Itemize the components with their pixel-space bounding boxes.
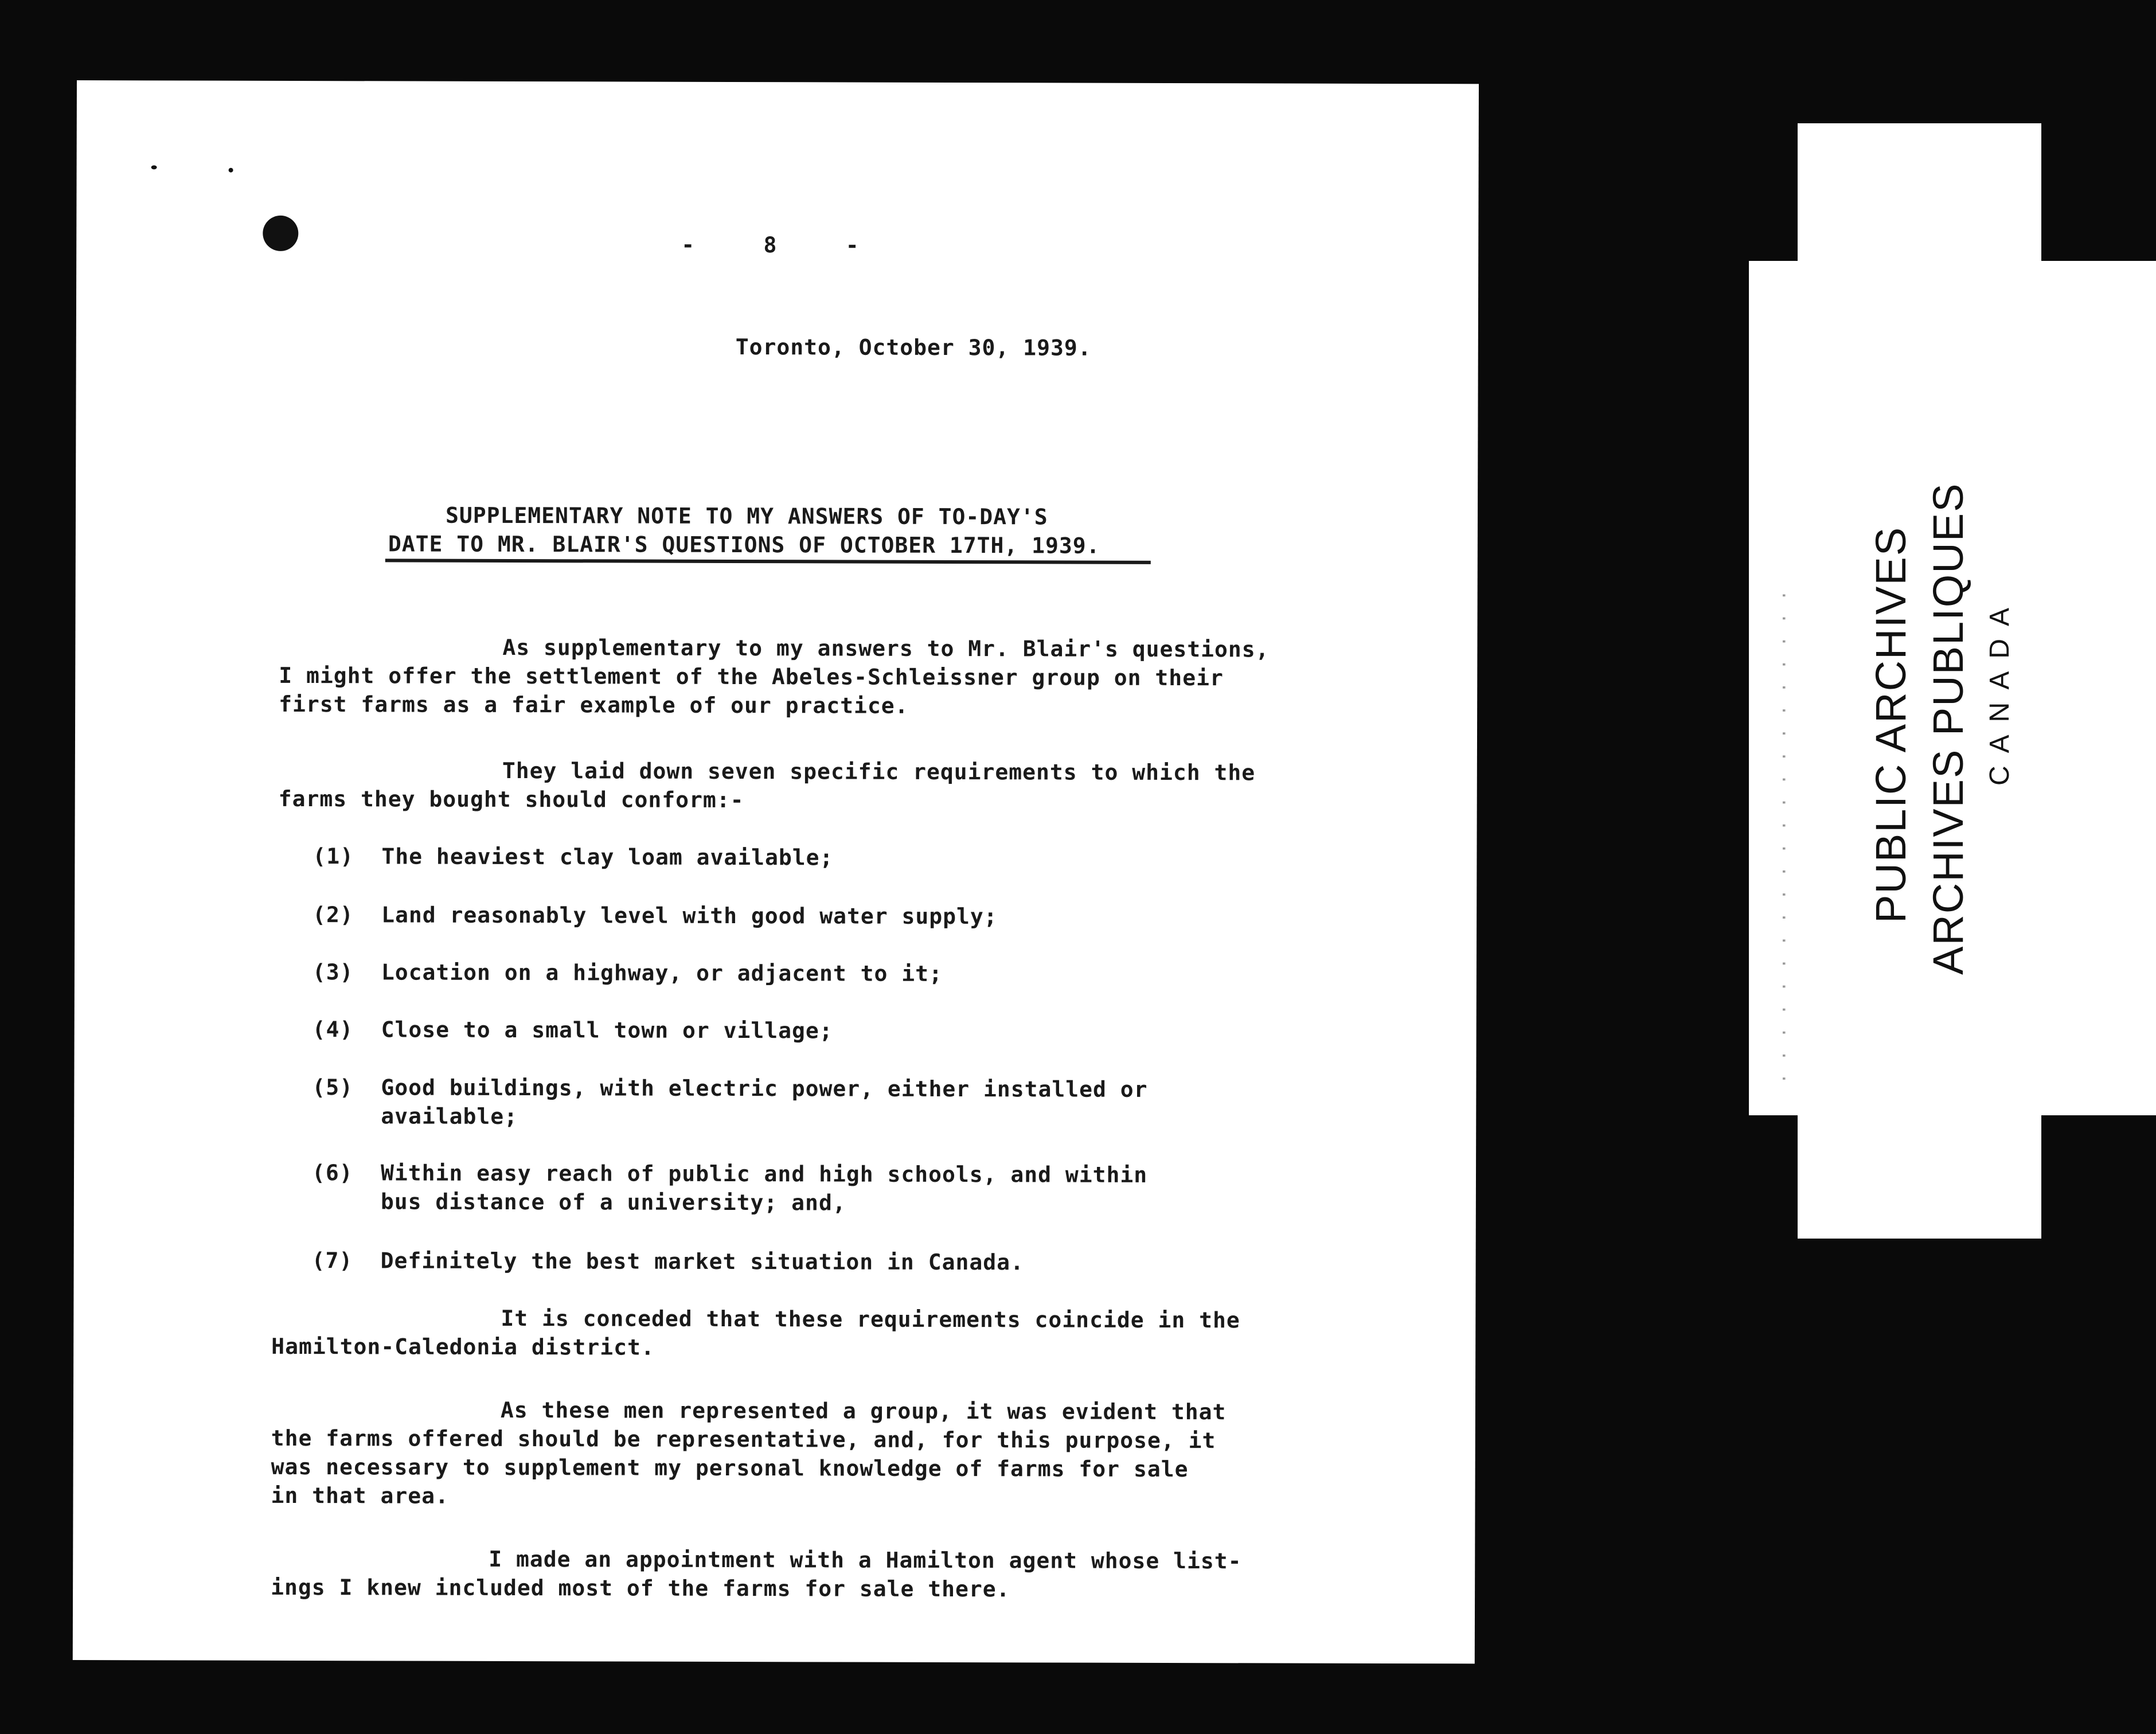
para4-line-3: was necessary to supplement my personal knowledge of farms for sale xyxy=(271,1454,1189,1482)
document-page xyxy=(73,80,1479,1663)
req-4-text: Close to a small town or village; xyxy=(381,1017,833,1044)
para1-line-3: first farms as a fair example of our practice. xyxy=(279,691,909,718)
req-6-number: (6) xyxy=(311,1160,353,1186)
heading-line-2: DATE TO MR. BLAIR'S QUESTIONS OF OCTOBER 17TH, 1939. xyxy=(388,531,1100,559)
para4-line-1: As these men represented a group, it was evident that xyxy=(500,1397,1227,1425)
req-5-text-line-1: Good buildings, with electric power, either installed or xyxy=(381,1075,1148,1102)
para3-line-2: Hamilton-Caledonia district. xyxy=(271,1333,655,1360)
archive-label-line-1: PUBLIC ARCHIVES xyxy=(1867,526,1915,923)
req-5-number: (5) xyxy=(312,1075,354,1100)
para5-line-1: I made an appointment with a Hamilton agent whose list- xyxy=(489,1546,1242,1574)
faint-reference-text: · · · · · · · · · · · · · · · · · · · · · · xyxy=(1775,589,1795,1084)
ink-speck xyxy=(151,165,157,169)
para4-line-4: in that area. xyxy=(271,1482,450,1509)
req-7-text: Definitely the best market situation in Canada. xyxy=(380,1248,1024,1275)
ink-speck xyxy=(229,168,233,173)
para3-line-1: It is conceded that these requirements coincide in the xyxy=(501,1305,1240,1333)
archive-label-line-3: CANADA xyxy=(1985,595,2015,786)
req-6-text-line-2: bus distance of a university; and, xyxy=(380,1189,846,1216)
para5-line-2: ings I knew included most of the farms for sale there. xyxy=(271,1574,1010,1602)
req-6-text-line-1: Within easy reach of public and high schools, and within xyxy=(380,1160,1148,1188)
req-3-text: Location on a highway, or adjacent to it; xyxy=(381,959,943,986)
para4-line-2: the farms offered should be representative, and, for this purpose, it xyxy=(271,1425,1216,1454)
page-number: - 8 - xyxy=(681,232,860,258)
heading-underline xyxy=(385,559,1151,564)
para1-line-1: As supplementary to my answers to Mr. Blair's questions, xyxy=(502,634,1270,662)
heading-line-1: SUPPLEMENTARY NOTE TO MY ANSWERS OF TO-DAY'S xyxy=(445,502,1048,530)
req-2-number: (2) xyxy=(313,902,354,928)
para1-line-2: I might offer the settlement of the Abeles-Schleissner group on their xyxy=(279,662,1224,691)
req-4-number: (4) xyxy=(312,1017,354,1042)
req-1-text: The heaviest clay loam available; xyxy=(381,843,834,870)
req-2-text: Land reasonably level with good water supply; xyxy=(381,902,998,930)
para2-line-2: farms they bought should conform:- xyxy=(278,786,744,813)
req-5-text-line-2: available; xyxy=(381,1103,518,1130)
req-3-number: (3) xyxy=(312,959,354,985)
punch-hole xyxy=(263,216,298,251)
para2-line-1: They laid down seven specific requirements to which the xyxy=(502,757,1256,786)
req-1-number: (1) xyxy=(313,843,354,869)
archive-label-line-2: ARCHIVES PUBLIQUES xyxy=(1924,482,1972,975)
req-7-number: (7) xyxy=(311,1248,353,1274)
dateline: Toronto, October 30, 1939. xyxy=(735,334,1092,361)
